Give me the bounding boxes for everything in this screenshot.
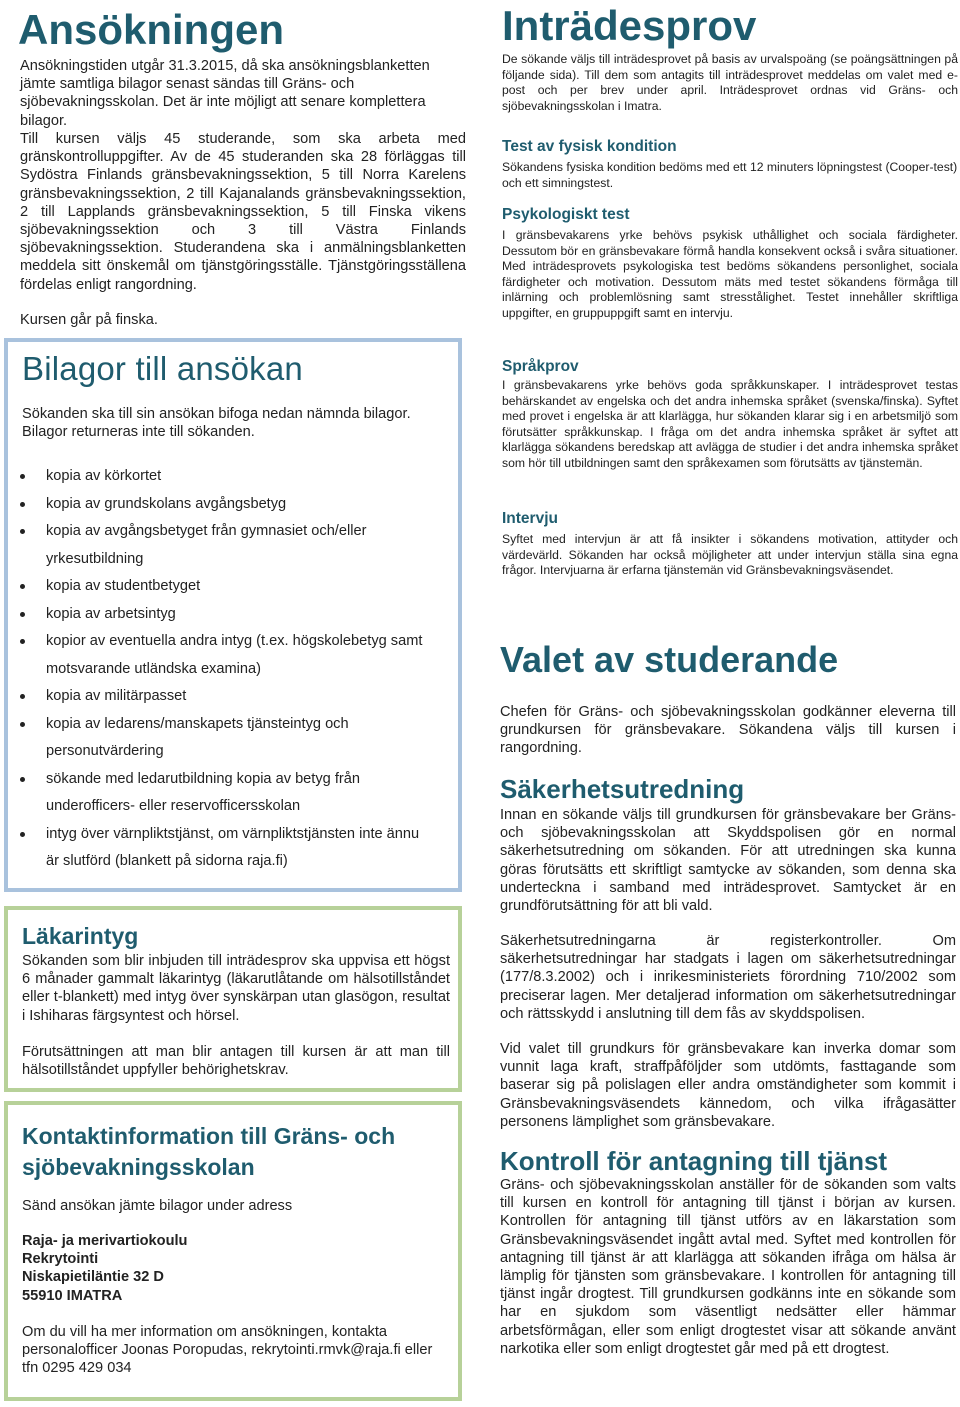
send-address-label: Sänd ansökan jämte bilagor under adress — [22, 1198, 293, 1214]
course-language-text: Kursen går på finska. — [20, 312, 158, 328]
address-line: Rekrytointi — [22, 1251, 99, 1268]
employment-check-text: Gräns- och sjöbevakningsskolan anställer för de sökanden som valts till kursen en kontroll för antagning till tjänst i början av kursen. Kontrollen för antagning till tjänst utförs av en läkarstation som Gränsbevakningsväsendet ingått avtal med. Syftet med kontrollen för antagning till tjänst är att klarlägga att sökanden ifråga om hälsa är lämplig för tjänsten som gränsbevakare. I kontrollen för antagning till tjänst ingår drogtest. Till grundkursen godkänns inte en sökande som har en sjukdom som väsentligt nedsätter eller hämmar arbetsförmågan, eller som enligt drogtestet visar att sökande använt narkotika eller som enligt drogtestet går med på ett drogtest. — [500, 1177, 956, 1357]
attachments-intro: Sökanden ska till sin ansökan bifoga nedan nämnda bilagor. Bilagor returneras inte till sökanden. — [22, 406, 411, 441]
interview-text: Syftet med intervjun är att få insikter i sökandens motivation, attityder och värdevärld. Sökanden har också möjligheter att under intervjun ställa sina egna frågor. Intervjuarna är erfarna tjänstemän vid Gränsbevakningsväsendet. — [502, 532, 958, 578]
heading-fitness-test: Test av fysisk kondition — [502, 138, 677, 155]
medical-box — [4, 906, 462, 1092]
list-item: kopia av grundskolans avgångsbetyg — [8, 491, 448, 519]
attachments-list — [8, 463, 448, 876]
attachments-box — [4, 338, 462, 892]
list-item: kopia av körkortet — [8, 463, 448, 491]
fitness-test-text: Sökandens fysiska kondition bedöms med ett 12 minuters löpningstest (Cooper-test) och ett simningstest. — [502, 160, 958, 190]
security-text-2: Säkerhetsutredningarna är registerkontroller. Om säkerhetsutredningar har stadgats i lagen om säkerhetsutredningar (177/8.3.2002) och i inrikesministeriets förordning 710/2002 som preciserar lagen. Mer detaljerad information om säkerhetsutredningar och rättsskydd i anslutning till dem fås av skyddspolisen. — [500, 933, 956, 1022]
address-line: 55910 IMATRA — [22, 1287, 123, 1304]
list-item: kopia av arbetsintyg — [8, 601, 448, 629]
selection-text: Chefen för Gräns- och sjöbevakningsskolan godkänner eleverna till grundkursen för gränsbevakare. Sökandena väljs till kursen i rangordning. — [500, 704, 956, 757]
heading-employment-check: Kontroll för antagning till tjänst — [500, 1146, 888, 1176]
list-item: sökande med ledarutbildning kopia av betyg från underofficers- eller reservofficersskolan — [8, 766, 448, 821]
medical-text: Sökanden som blir inbjuden till inträdesprov ska uppvisa ett högst 6 månader gammalt läkarintyg (läkarutlåtande om hälsotillståndet eller t-blankett) med intyg över synskärpan utan glasögon, resultat i Ishiharas färgsyntest och hörsel. — [22, 953, 450, 1024]
application-deadline-text: Ansökningstiden utgår 31.3.2015, då ska ansökningsblanketten jämte samtliga bilagor senast sändas till Gräns- och sjöbevakningsskolan. Det är inte möjligt att senare komplettera bilagor. — [20, 58, 430, 129]
list-item: kopia av avgångsbetyget från gymnasiet och/eller yrkesutbildning — [8, 518, 448, 573]
list-item: kopia av militärpasset — [8, 683, 448, 711]
heading-contact: Kontaktinformation till Gräns- och sjöbevakningsskolan — [22, 1123, 396, 1180]
contact-info-text: Om du vill ha mer information om ansökningen, kontakta personalofficer Joonas Poropudas, rekrytointi.rmvk@raja.fi eller tfn 0295 429 034 — [22, 1324, 433, 1377]
postal-address — [22, 1232, 442, 1305]
list-item: kopia av studentbetyget — [8, 573, 448, 601]
security-text-3: Vid valet till grundkurs för gränsbevakare kan inverka domar som vunnit laga kraft, straffpåföljder som utdömts, fasttagande som baserar sig på polislagen eller andra omständigheter som kommit i Gränsbevakningsväsendets kännedom, och vilka ifrågasätter personens lämplighet som gränsbevakare. — [500, 1041, 956, 1130]
heading-selection: Valet av studerande — [500, 639, 839, 680]
address-line: Niskapietiläntie 32 D — [22, 1269, 164, 1286]
heading-ansokningen: Ansökningen — [18, 6, 285, 53]
heading-intradesprov: Inträdesprov — [502, 2, 757, 49]
list-item: kopia av ledarens/manskapets tjänsteintyg och personutvärdering — [8, 711, 448, 766]
security-text-1: Innan en sökande väljs till grundkursen för gränsbevakare ber Gräns- och sjöbevakningsskolan att Skyddspolisen gör en normal säkerhetsutredning om sökanden. För att utredningen ska kunna göras förutsätts ett skriftligt samtycke av sökanden, som denna ska underteckna i samband med inträdesprovet. Samtycket är en grundförutsättning för att bli vald. — [500, 807, 956, 915]
language-test-text: I gränsbevakarens yrke behövs goda språkkunskaper. I inträdesprovet testas behärskandet av engelska och det andra inhemska språket (svenska/finska). Syftet med provet i engelska är att klarlägga, hur sökanden klarar sig i en arbetsmiljö som förutsätter språkkunskap. I fråga om det andra inhemska språket är syftet att klarlägga sökandens beredskap att avlägga de studier i det andra inhemska språket som hör till utbildningen samt den språkexamen som förutsätts av tjänstemän. — [502, 378, 958, 470]
heading-psych-test: Psykologiskt test — [502, 206, 630, 223]
list-item: intyg över värnpliktstjänst, om värnpliktstjänsten inte ännu är slutförd (blankett på sidorna raja.fi) — [8, 821, 448, 876]
heading-interview: Intervju — [502, 510, 558, 527]
heading-language-test: Språkprov — [502, 358, 579, 375]
list-item: kopior av eventuella andra intyg (t.ex. högskolebetyg samt motsvarande utländska examina) — [8, 628, 448, 683]
contact-box — [4, 1101, 462, 1401]
selection-quota-text: Till kursen väljs 45 studerande, som ska arbeta med gränskontrolluppgifter. Av de 45 studeranden ska 28 förläggas till Sydöstra Finlands gränsbevakningssektion, 5 till Norra Karelens gränsbevakningssektion, 2 till Kajanalands gränsbevakningssektion, 2 till Lapplands gränsbevakningssektion, 5 till Finska vikens sjöbevakningssektion och 3 till Västra Finlands sjöbevakningssektion. Studerandena ska i anmälningsblanketten meddela sitt önskemål om tjänstgöringsställe. Tjänstgöringsställena fördelas enligt rangordning. — [20, 131, 466, 293]
psych-test-text: I gränsbevakarens yrke behövs psykisk uthållighet och sociala färdigheter. Dessutom bör en gränsbevakare förmå handla konsekvent också i svåra situationer. Med inträdesprovets psykologiska test bedöms sökandens personlighet, sociala färdigheter och motivation. Dessutom mäts med testet sökandens förmåga till inlärning och problemlösning samt stresstålighet. Testet innehåller skriftliga uppgifter, en gruppuppgift samt en intervju. — [502, 228, 958, 320]
medical-requirement-text: Förutsättningen att man blir antagen till kursen är att man till hälsotillståndet uppfyller behörighetskrav. — [22, 1044, 450, 1079]
heading-medical: Läkarintyg — [22, 923, 139, 949]
heading-security-clearance: Säkerhetsutredning — [500, 774, 745, 804]
address-line: Raja- ja merivartiokoulu — [22, 1233, 188, 1249]
heading-attachments: Bilagor till ansökan — [22, 350, 303, 387]
entrance-exam-intro: De sökande väljs till inträdesprovet på basis av urvalspoäng (se poängsättningen på följande sida). Till dem som antagits till inträdesprovet meddelas om valet med e-post och per brev under april. Inträdesprovet ordnas vid Gräns- och sjöbevakningsskolan i Imatra. — [502, 52, 958, 113]
